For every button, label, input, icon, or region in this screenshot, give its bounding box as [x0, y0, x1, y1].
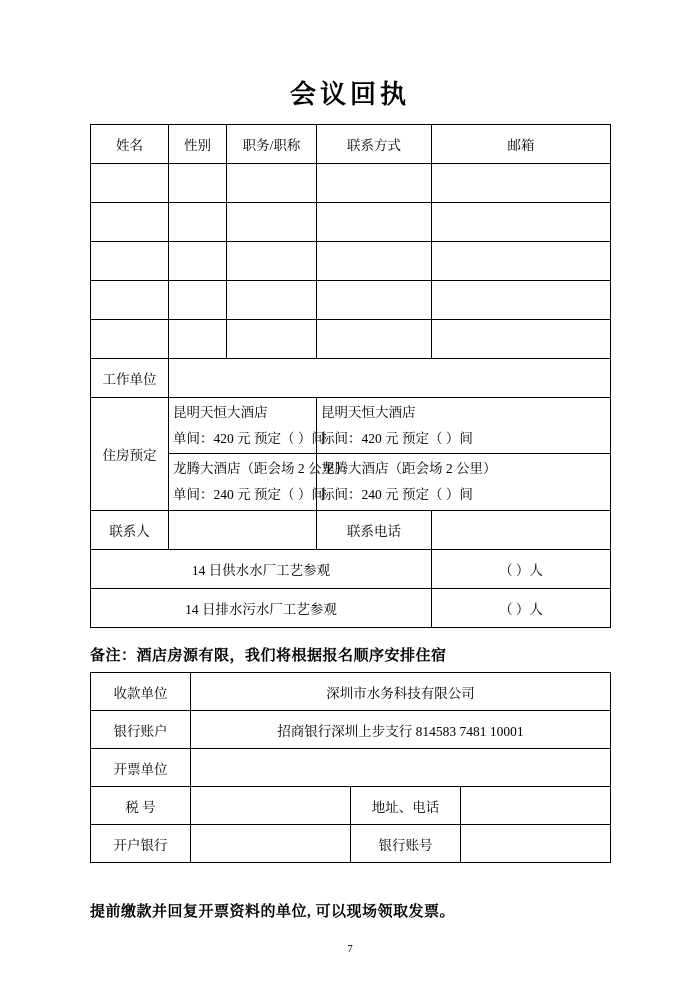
phone-label: 联系电话 [317, 510, 432, 549]
cell-position[interactable] [227, 281, 317, 320]
cell-email[interactable] [432, 320, 611, 359]
column-header-position: 职务/职称 [227, 125, 317, 164]
invoice-unit-label: 开票单位 [91, 749, 191, 787]
table-row[interactable] [91, 164, 611, 203]
cell-email[interactable] [432, 164, 611, 203]
room-option-detail[interactable]: 标间：420 元 预定（ ）间 [321, 430, 473, 446]
room-option-detail[interactable]: 单间：240 元 预定（ ）间 [173, 486, 325, 502]
contact-field[interactable] [169, 510, 317, 549]
bank-label: 开户银行 [91, 825, 191, 863]
address-phone-label: 地址、电话 [351, 787, 461, 825]
account-value: 招商银行深圳上步支行 814583 7481 10001 [191, 711, 611, 749]
cell-position[interactable] [227, 242, 317, 281]
account-label: 银行账户 [91, 711, 191, 749]
column-header-email: 邮箱 [432, 125, 611, 164]
page-title: 会议回执 [289, 80, 410, 109]
table-row[interactable] [91, 281, 611, 320]
room-option-detail[interactable]: 单间：420 元 预定（ ）间 [173, 430, 325, 446]
account-row [91, 711, 611, 749]
cell-gender[interactable] [169, 281, 227, 320]
contact-row [91, 510, 611, 549]
contact-label: 联系人 [91, 510, 169, 549]
payee-row [91, 673, 611, 711]
cell-contact[interactable] [317, 242, 432, 281]
tax-number-field[interactable] [191, 787, 351, 825]
visit-count-water-supply[interactable]: （ ）人 [432, 549, 611, 588]
page-number: 7 [347, 943, 353, 955]
cell-name[interactable] [91, 242, 169, 281]
registration-table [90, 124, 611, 628]
column-header-contact: 联系方式 [317, 125, 432, 164]
cell-gender[interactable] [169, 320, 227, 359]
bank-account-label: 银行账号 [351, 825, 461, 863]
cell-email[interactable] [432, 281, 611, 320]
bank-row [91, 825, 611, 863]
work-unit-row [91, 359, 611, 398]
cell-gender[interactable] [169, 164, 227, 203]
bank-account-field[interactable] [461, 825, 611, 863]
cell-position[interactable] [227, 164, 317, 203]
visit-count-sewage[interactable]: （ ）人 [432, 588, 611, 627]
invoice-unit-row [91, 749, 611, 787]
room-option-hotel: 昆明天恒大酒店 [173, 405, 268, 420]
address-phone-field[interactable] [461, 787, 611, 825]
room-option-hotel: 昆明天恒大酒店 [321, 405, 416, 420]
cell-name[interactable] [91, 203, 169, 242]
room-booking-row-2 [91, 454, 611, 510]
column-header-gender: 性别 [169, 125, 227, 164]
visit-row-sewage [91, 588, 611, 627]
cell-contact[interactable] [317, 320, 432, 359]
cell-contact[interactable] [317, 164, 432, 203]
cell-position[interactable] [227, 320, 317, 359]
payee-label: 收款单位 [91, 673, 191, 711]
cell-contact[interactable] [317, 281, 432, 320]
table-header-row [91, 125, 611, 164]
bank-field[interactable] [191, 825, 351, 863]
table-row[interactable] [91, 320, 611, 359]
cell-name[interactable] [91, 320, 169, 359]
cell-gender[interactable] [169, 242, 227, 281]
invoice-unit-field[interactable] [191, 749, 611, 787]
cell-name[interactable] [91, 164, 169, 203]
remark-note: 备注：酒店房源有限，我们将根据报名顺序安排住宿 [90, 648, 447, 664]
room-option-detail[interactable]: 标间：240 元 预定（ ）间 [321, 486, 473, 502]
work-unit-label: 工作单位 [91, 359, 169, 398]
cell-contact[interactable] [317, 203, 432, 242]
cell-name[interactable] [91, 281, 169, 320]
cell-position[interactable] [227, 203, 317, 242]
room-booking-row-1 [91, 398, 611, 454]
payment-info-table [90, 672, 611, 863]
room-booking-label: 住房预定 [91, 398, 169, 511]
cell-email[interactable] [432, 203, 611, 242]
room-option-hotel: 龙腾大酒店（距会场 2 公里） [321, 461, 497, 477]
table-row[interactable] [91, 242, 611, 281]
room-option-single-longteng[interactable] [169, 454, 349, 510]
tax-number-label: 税 号 [91, 787, 191, 825]
room-option-standard-tianheng[interactable] [317, 398, 611, 454]
column-header-name: 姓名 [91, 125, 169, 164]
tax-number-row [91, 787, 611, 825]
visit-row-water-supply [91, 549, 611, 588]
visit-label-sewage: 14 日排水污水厂工艺参观 [91, 588, 432, 627]
cell-gender[interactable] [169, 203, 227, 242]
footer-note: 提前缴款并回复开票资料的单位, 可以现场领取发票。 [90, 904, 456, 920]
visit-label-water-supply: 14 日供水水厂工艺参观 [91, 549, 432, 588]
room-option-hotel: 龙腾大酒店（距会场 2 公里） [173, 461, 349, 477]
work-unit-field[interactable] [169, 359, 611, 398]
payee-value: 深圳市水务科技有限公司 [191, 673, 611, 711]
room-option-single-tianheng[interactable] [169, 398, 325, 454]
table-row[interactable] [91, 203, 611, 242]
phone-field[interactable] [432, 510, 611, 549]
cell-email[interactable] [432, 242, 611, 281]
room-option-standard-longteng[interactable] [317, 454, 611, 510]
